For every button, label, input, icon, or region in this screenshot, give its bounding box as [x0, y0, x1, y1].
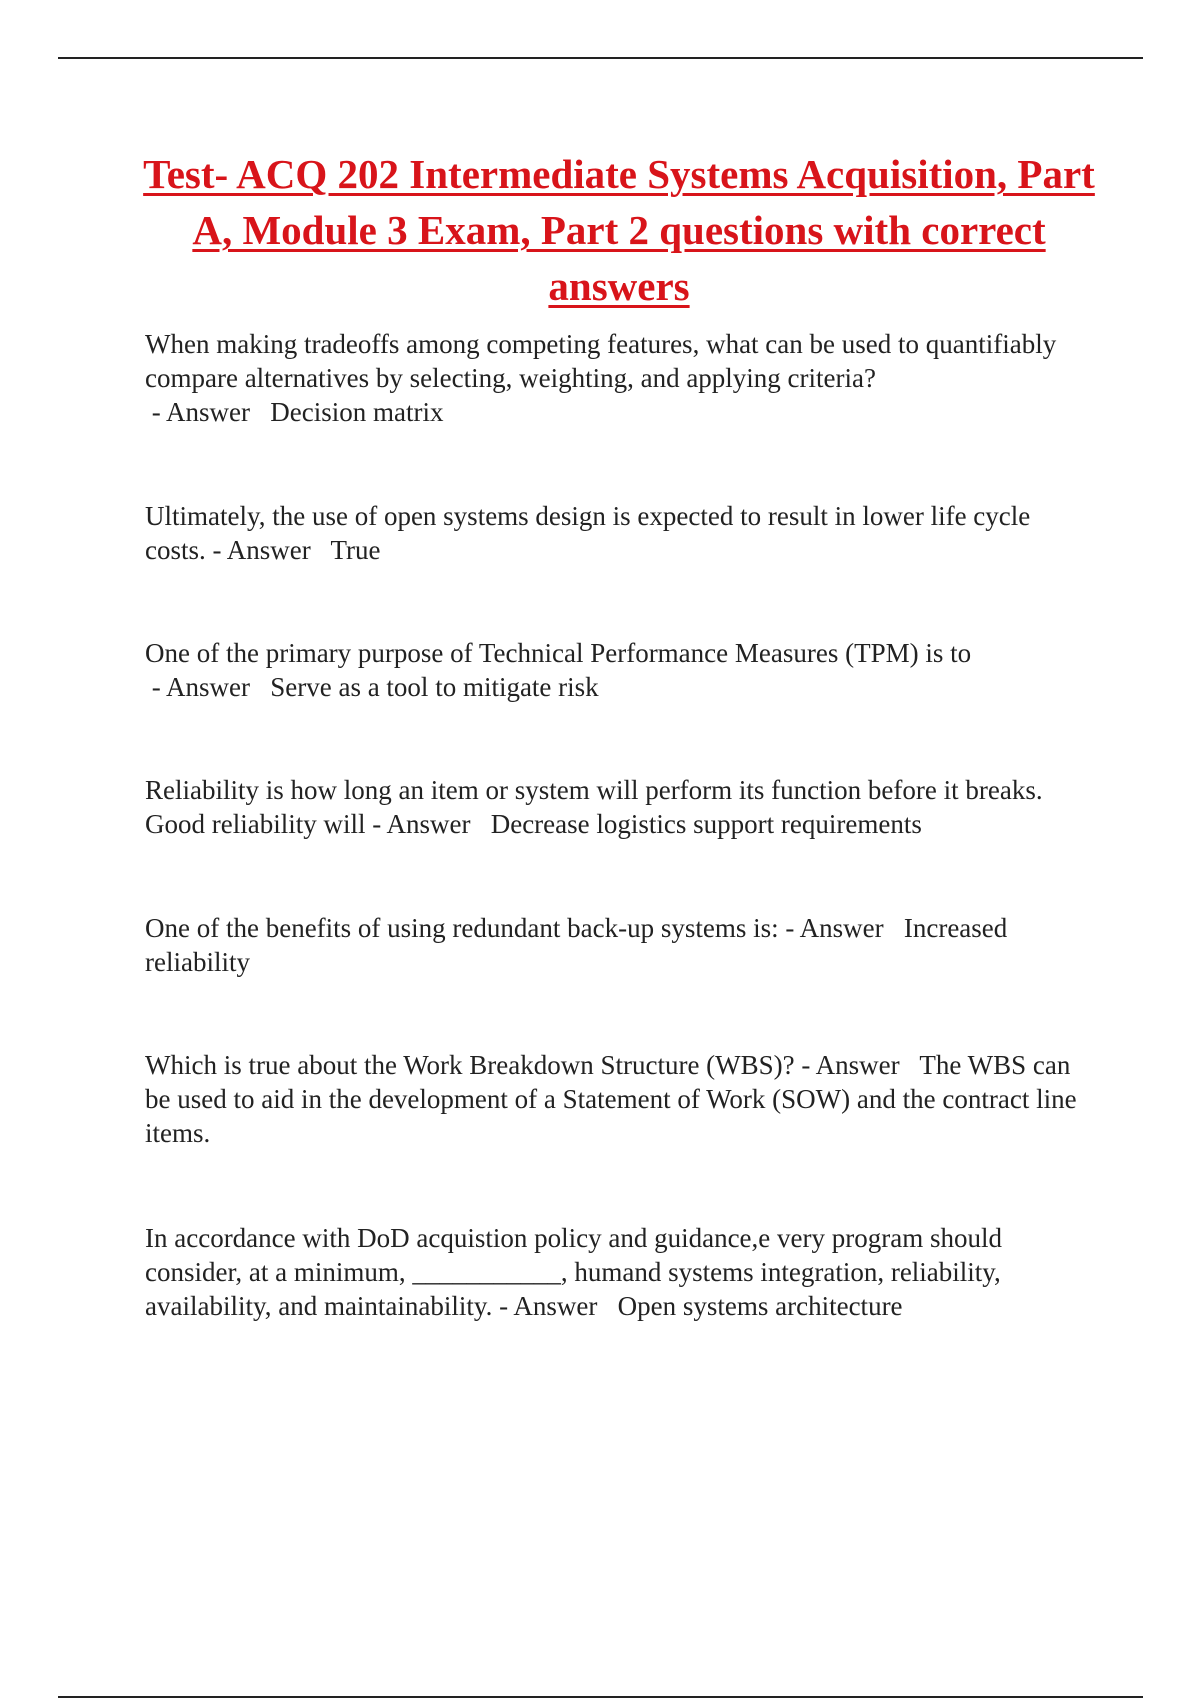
answer-separator: - Answer	[778, 913, 904, 943]
qa-item-2	[145, 499, 1085, 567]
qa-item-5	[145, 911, 1085, 979]
qa-item-6	[145, 1048, 1085, 1150]
answer-text: Serve as a tool to mitigate risk	[270, 672, 599, 702]
qa-item-4	[145, 773, 1085, 841]
answer-separator: - Answer	[794, 1050, 920, 1080]
answer-text: Decrease logistics support requirements	[490, 809, 922, 839]
question-text: Reliability is how long an item or system will perform its function before it breaks. Good reliability will	[145, 775, 1043, 839]
answer-text: True	[330, 535, 381, 565]
answer-separator: - Answer	[365, 809, 491, 839]
answer-separator: - Answer	[205, 535, 331, 565]
document-title: Test- ACQ 202 Intermediate Systems Acquisition, Part A, Module 3 Exam, Part 2 questions with correct answers	[143, 151, 1095, 309]
bottom-rule	[58, 1696, 1143, 1698]
answer-text: Open systems architecture	[617, 1291, 903, 1321]
question-text: When making tradeoffs among competing features, what can be used to quantifiably compare alternatives by selecting, weighting, and applying criteria?	[145, 329, 1057, 393]
qa-item-3	[145, 636, 1085, 704]
question-text: Which is true about the Work Breakdown Structure (WBS)?	[145, 1050, 795, 1080]
answer-separator: - Answer	[145, 672, 271, 702]
question-text: One of the benefits of using redundant back-up systems is:	[145, 913, 779, 943]
answer-text: The WBS can be used to aid in the development of a Statement of Work (SOW) and the contract line items.	[145, 1050, 1077, 1148]
question-text: In accordance with DoD acquistion policy and guidance,e very program should consider, at a minimum, ___________, humand systems integration, reliability, availability, and maintainability.	[145, 1223, 1002, 1321]
answer-separator: - Answer	[145, 397, 271, 427]
qa-item-1	[145, 327, 1085, 429]
top-rule	[58, 57, 1143, 59]
question-text: Ultimately, the use of open systems design is expected to result in lower life cycle costs.	[145, 501, 1031, 565]
question-text: One of the primary purpose of Technical Performance Measures (TPM) is to	[145, 638, 972, 668]
qa-item-7	[145, 1221, 1085, 1323]
answer-text: Increased reliability	[145, 913, 1008, 977]
answer-text: Decision matrix	[270, 397, 444, 427]
answer-separator: - Answer	[492, 1291, 618, 1321]
